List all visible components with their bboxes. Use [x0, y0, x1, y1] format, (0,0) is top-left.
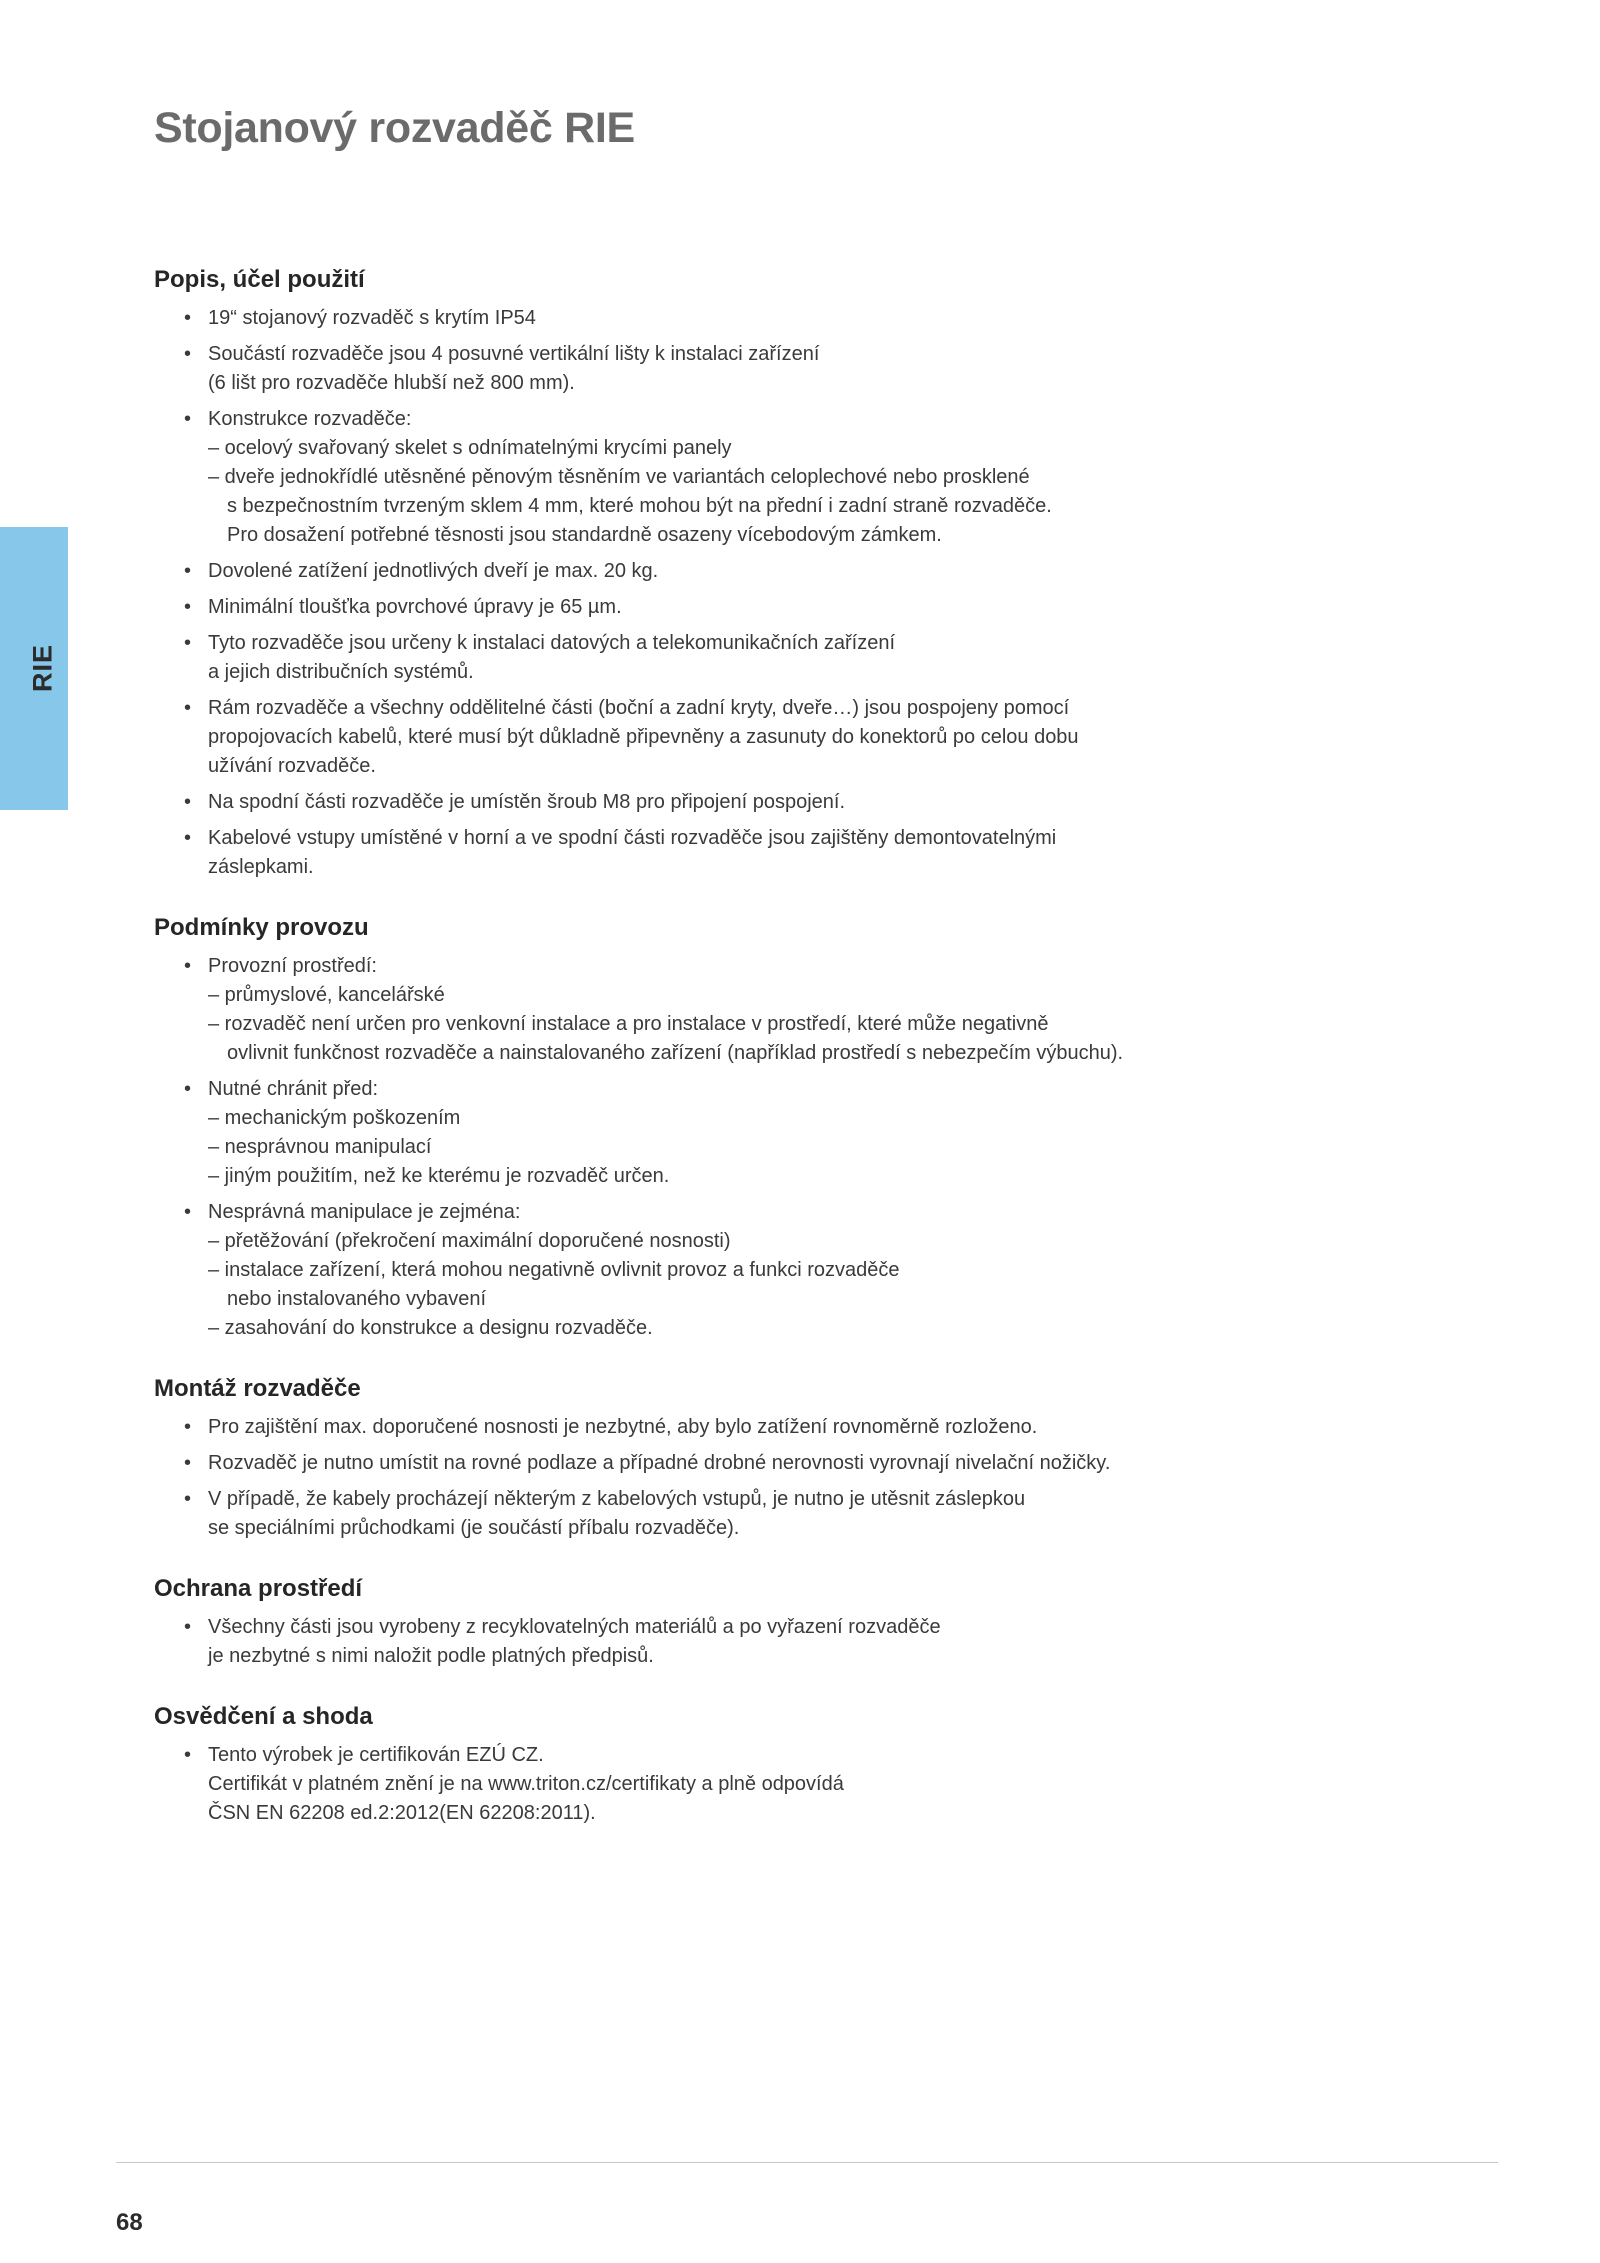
bullet-text-line: Certifikát v platném znění je na www.triton.cz/certifikaty a plně odpovídá — [208, 1773, 844, 1795]
bullet-text-line: • Součástí rozvaděče jsou 4 posuvné vertikální lišty k instalaci zařízení — [208, 343, 820, 365]
bullet-text-line: je nezbytné s nimi naložit podle platných předpisů. — [208, 1645, 654, 1667]
bullet-text-line: ČSN EN 62208 ed.2:2012(EN 62208:2011). — [208, 1802, 596, 1824]
bullet-item — [154, 824, 1254, 882]
sub-item-line: – jiným použitím, než ke kterému je rozvaděč určen. — [208, 1165, 670, 1187]
bullet-text-line: a jejich distribučních systémů. — [208, 661, 474, 683]
bullet-text-line: • Konstrukce rozvaděče: — [208, 408, 412, 430]
bullet-item — [154, 1075, 1254, 1191]
bullet-list — [154, 952, 1254, 1343]
section — [154, 1371, 1254, 1543]
section — [154, 262, 1254, 882]
bullet-text-line: užívání rozvaděče. — [208, 755, 376, 777]
page-number: 68 — [116, 2209, 143, 2236]
bullet-item — [154, 952, 1254, 1068]
bullet-text-line: • Na spodní části rozvaděče je umístěn šroub M8 pro připojení pospojení. — [208, 791, 846, 813]
document-body — [154, 262, 1254, 1835]
side-tab-label: RIE — [27, 643, 58, 693]
bullet-text-line: • Nesprávná manipulace je zejména: — [208, 1201, 521, 1223]
section-heading: Podmínky provozu — [154, 914, 369, 941]
bullet-text-line: • Tyto rozvaděče jsou určeny k instalaci datových a telekomunikačních zařízení — [208, 632, 896, 654]
bullet-item — [154, 1485, 1254, 1543]
section — [154, 1571, 1254, 1671]
sub-item-line: – nesprávnou manipulací — [208, 1136, 432, 1158]
bullet-text-line: záslepkami. — [208, 856, 314, 878]
bullet-list — [154, 1741, 1254, 1828]
bullet-text-line: • Provozní prostředí: — [208, 955, 377, 977]
page-title: Stojanový rozvaděč RIE — [154, 104, 635, 152]
bullet-item — [154, 593, 1254, 622]
bullet-item — [154, 405, 1254, 550]
bullet-item — [154, 1449, 1254, 1478]
bullet-text-line: • V případě, že kabely procházejí některým z kabelových vstupů, je nutno je utěsnit záslepkou — [208, 1488, 1026, 1510]
bullet-item — [154, 694, 1254, 781]
sub-item-line: – rozvaděč není určen pro venkovní instalace a pro instalace v prostředí, které může negativně — [208, 1013, 1049, 1035]
bullet-text-line: (6 lišt pro rozvaděče hlubší než 800 mm). — [208, 372, 575, 394]
bullet-item — [154, 340, 1254, 398]
bullet-text-line: • 19“ stojanový rozvaděč s krytím IP54 — [208, 307, 536, 329]
bullet-item — [154, 629, 1254, 687]
bullet-text-line: • Pro zajištění max. doporučené nosnosti je nezbytné, aby bylo zatížení rovnoměrně rozloženo. — [208, 1416, 1038, 1438]
bullet-item — [154, 788, 1254, 817]
bullet-text-line: • Kabelové vstupy umístěné v horní a ve spodní části rozvaděče jsou zajištěny demontovatelnými — [208, 827, 1057, 849]
bullet-list — [154, 1413, 1254, 1543]
section — [154, 910, 1254, 1343]
bullet-text-line: • Rám rozvaděče a všechny oddělitelné části (boční a zadní kryty, dveře…) jsou pospojeny pomocí — [208, 697, 1070, 719]
section-heading: Ochrana prostředí — [154, 1575, 363, 1602]
bullet-item — [154, 1613, 1254, 1671]
sub-item-line: Pro dosažení potřebné těsnosti jsou standardně osazeny vícebodovým zámkem. — [227, 524, 942, 546]
bullet-list — [154, 304, 1254, 882]
bullet-text-line: • Tento výrobek je certifikován EZÚ CZ. — [208, 1744, 544, 1766]
bullet-text-line: • Minimální tloušťka povrchové úpravy je 65 µm. — [208, 596, 622, 618]
sub-item-line: ovlivnit funkčnost rozvaděče a nainstalovaného zařízení (například prostředí s nebezpečím výbuchu). — [227, 1042, 1124, 1064]
sub-item-line: – mechanickým poškozením — [208, 1107, 461, 1129]
bullet-text-line: propojovacích kabelů, které musí být důkladně připevněny a zasunuty do konektorů po celou dobu — [208, 726, 1079, 748]
bullet-item — [154, 304, 1254, 333]
sub-item-line: – průmyslové, kancelářské — [208, 984, 445, 1006]
section-heading: Osvědčení a shoda — [154, 1703, 373, 1730]
sub-item-line: s bezpečnostním tvrzeným sklem 4 mm, které mohou být na přední i zadní straně rozvaděče. — [227, 495, 1052, 517]
section-heading: Popis, účel použití — [154, 266, 365, 293]
footer-divider — [116, 2162, 1498, 2163]
bullet-item — [154, 1413, 1254, 1442]
sub-item-line: – ocelový svařovaný skelet s odnímatelnými krycími panely — [208, 437, 732, 459]
bullet-text-line: • Rozvaděč je nutno umístit na rovné podlaze a případné drobné nerovnosti vyrovnají nivelační nožičky. — [208, 1452, 1111, 1474]
bullet-item — [154, 557, 1254, 586]
sub-item-line: – přetěžování (překročení maximální doporučené nosnosti) — [208, 1230, 731, 1252]
section — [154, 1699, 1254, 1828]
bullet-text-line: • Všechny části jsou vyrobeny z recyklovatelných materiálů a po vyřazení rozvaděče — [208, 1616, 941, 1638]
sub-item-line: nebo instalovaného vybavení — [227, 1288, 487, 1310]
bullet-item — [154, 1741, 1254, 1828]
sub-item-line: – dveře jednokřídlé utěsněné pěnovým těsněním ve variantách celoplechové nebo prosklené — [208, 466, 1030, 488]
bullet-text-line: se speciálními průchodkami (je součástí příbalu rozvaděče). — [208, 1517, 740, 1539]
section-heading: Montáž rozvaděče — [154, 1375, 361, 1402]
bullet-list — [154, 1613, 1254, 1671]
sub-item-line: – zasahování do konstrukce a designu rozvaděče. — [208, 1317, 653, 1339]
bullet-text-line: • Dovolené zatížení jednotlivých dveří je max. 20 kg. — [208, 560, 659, 582]
bullet-text-line: • Nutné chránit před: — [208, 1078, 379, 1100]
bullet-item — [154, 1198, 1254, 1343]
sub-item-line: – instalace zařízení, která mohou negativně ovlivnit provoz a funkci rozvaděče — [208, 1259, 900, 1281]
